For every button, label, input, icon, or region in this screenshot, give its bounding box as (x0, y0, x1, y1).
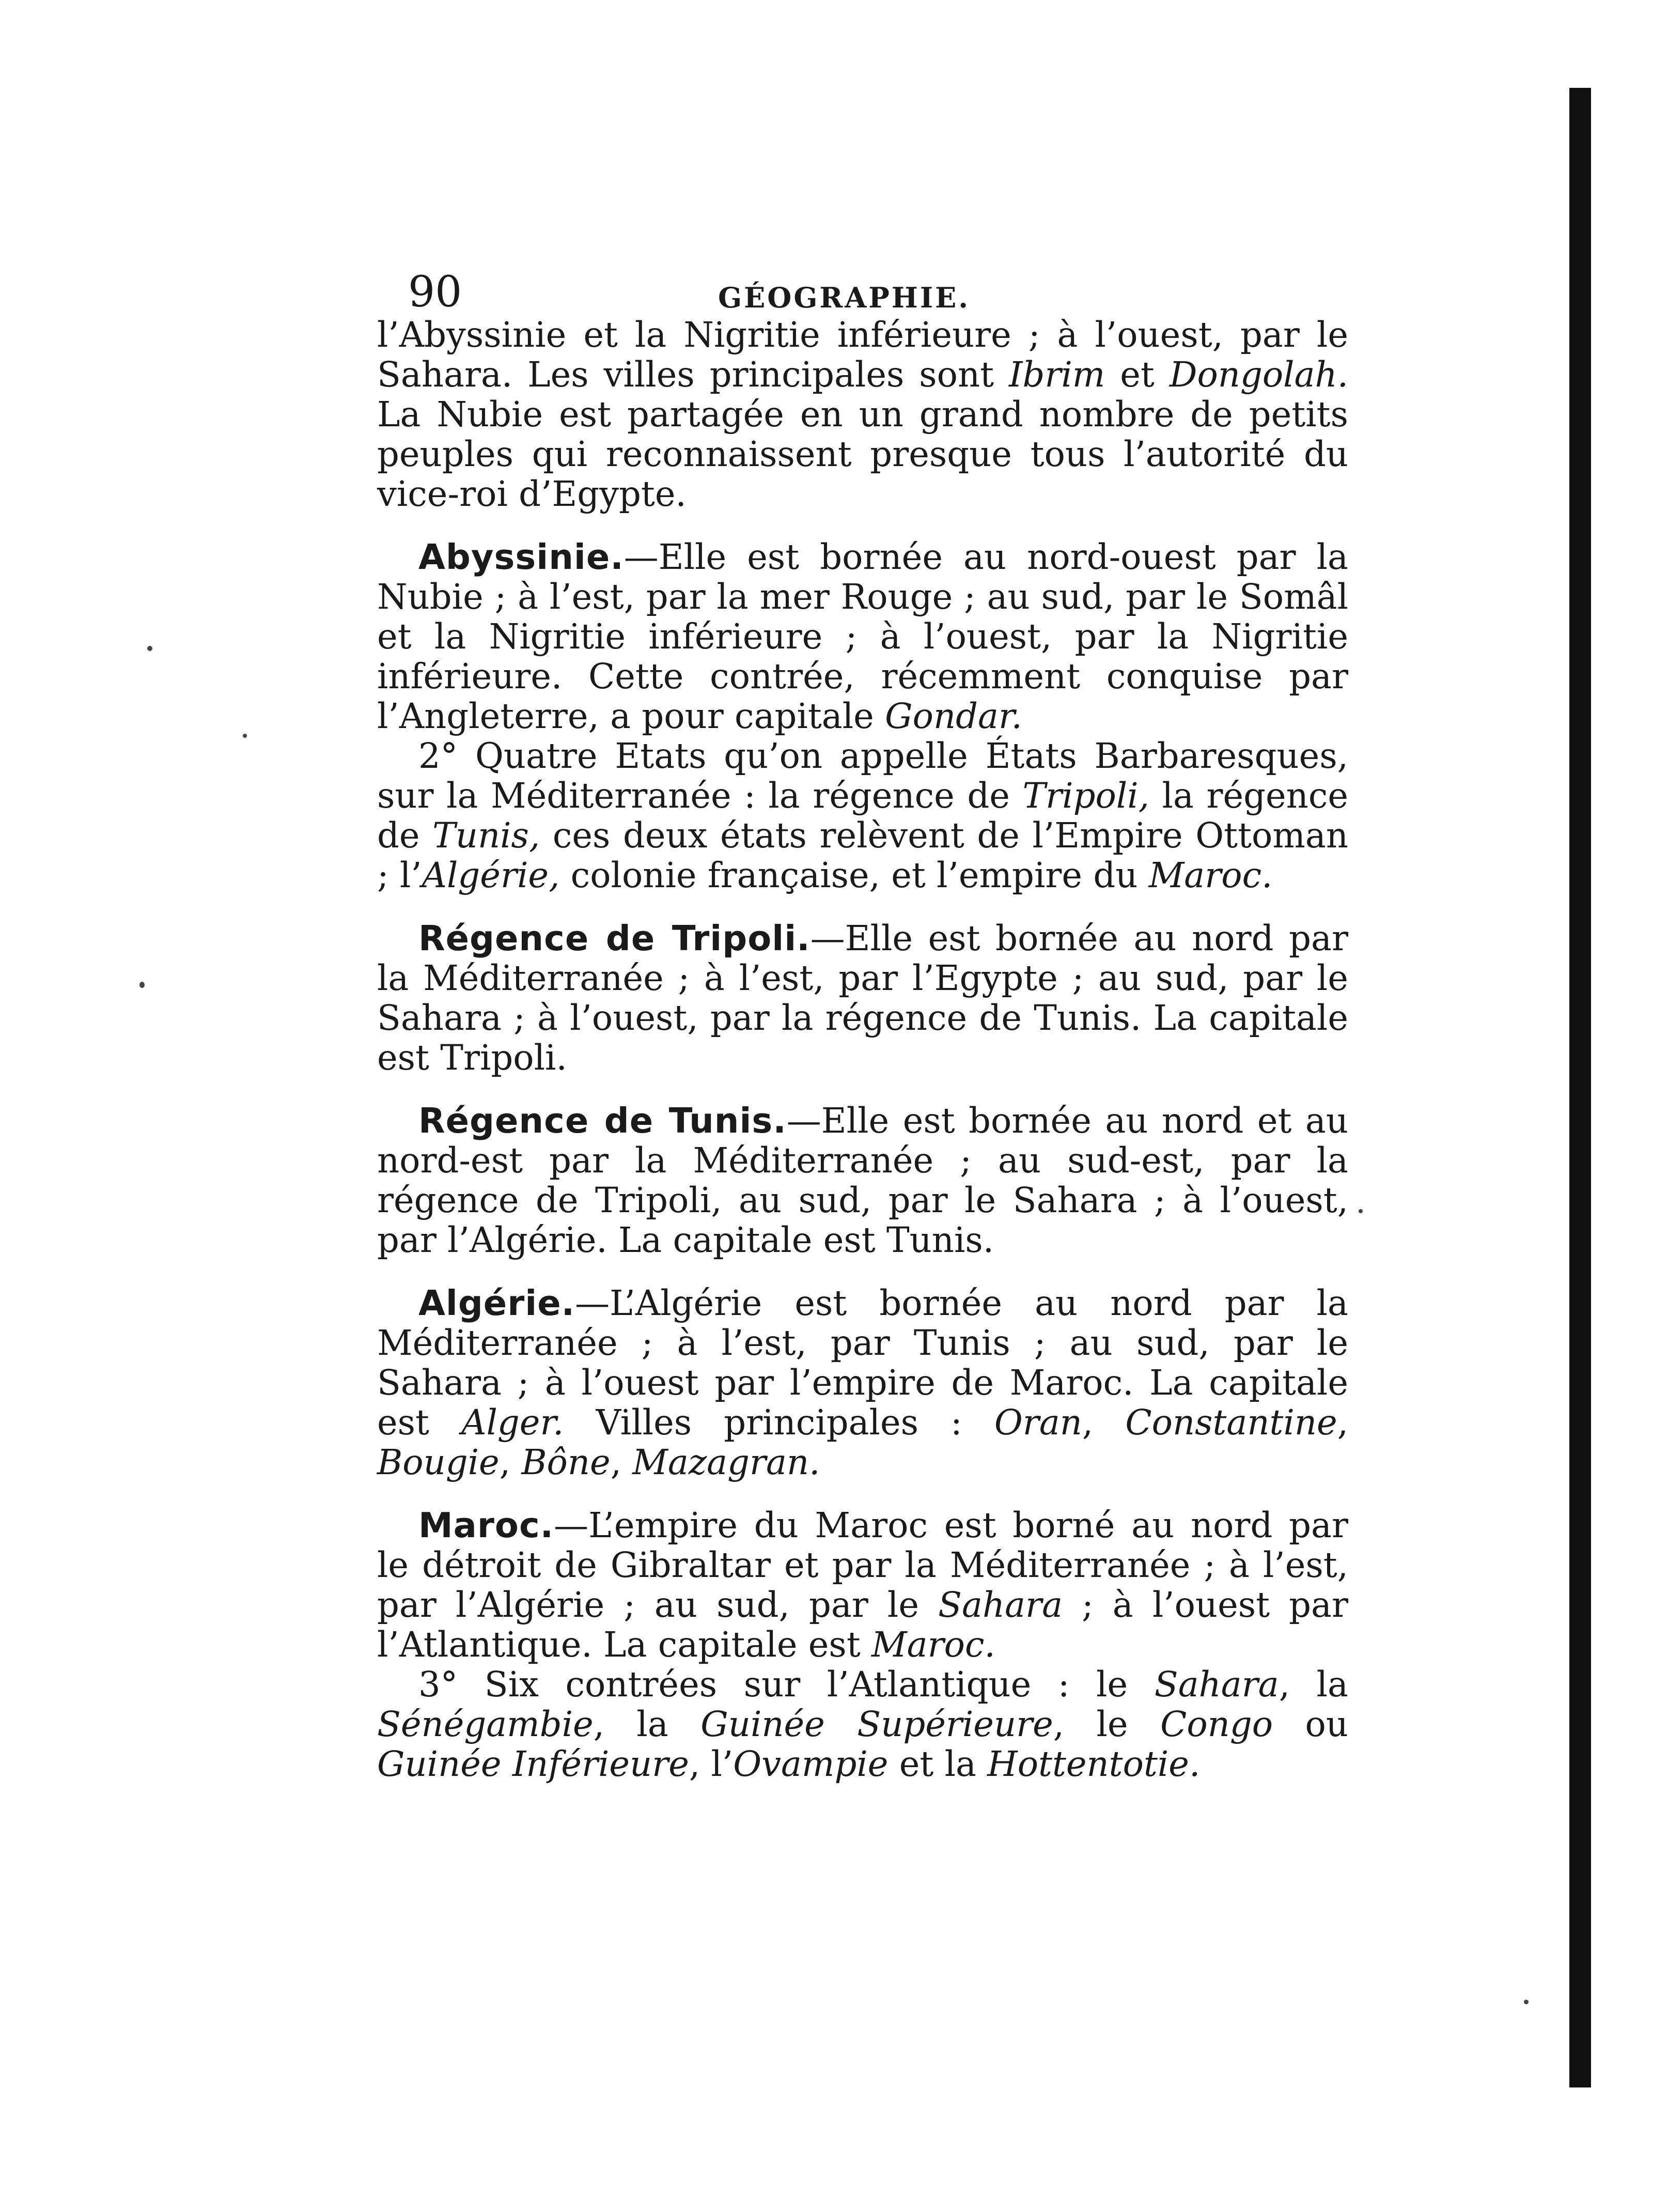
scan-speck (243, 734, 247, 738)
italic-place-name: Algérie, (422, 855, 560, 895)
text-run: —L’Algérie est bornée au nord par la Méditerranée ; à l’est, par Tunis ; au sud, par le Sahara ; à l’ouest par l’empire de Maroc. La capitale est (377, 1283, 1348, 1443)
italic-place-name: Congo (1160, 1704, 1273, 1744)
scan-edge-bar (1569, 88, 1591, 2087)
italic-place-name: Maroc. (1148, 855, 1273, 895)
paragraph-regence-tunis (377, 1101, 1348, 1260)
italic-place-name: Oran (994, 1402, 1082, 1443)
italic-place-name: Dongolah. (1169, 354, 1349, 395)
scan-speck (139, 982, 145, 988)
text-run: colonie française, et l’empire du (559, 855, 1149, 895)
italic-place-name: Bougie (377, 1442, 500, 1482)
italic-place-name: Hottentotie. (987, 1744, 1201, 1784)
italic-place-name: Maroc. (871, 1625, 995, 1665)
text-run: —Elle est bornée au nord par la Méditerranée ; à l’est, par l’Egypte ; au sud, par le Sahara ; à l’ouest, par la régence de Tunis. La capitale est Tripoli. (377, 918, 1348, 1078)
paragraph-abyssinie (377, 537, 1348, 736)
italic-place-name: Bône (521, 1442, 611, 1482)
section-heading: Régence de Tripoli. (418, 918, 810, 958)
text-run: , l’ (689, 1744, 734, 1784)
italic-place-name: Gondar. (885, 696, 1022, 736)
italic-place-name: Ibrim (1009, 354, 1105, 395)
text-run: et (1105, 354, 1170, 395)
italic-place-name: Constantine (1125, 1402, 1337, 1443)
scan-speck (1524, 2000, 1529, 2004)
section-heading: Régence de Tunis. (418, 1101, 787, 1141)
text-run: La Nubie est partagée en un grand nombre de petits peuples qui reconnaissent presque tous l’autorité du vice-roi d’Egypte. (377, 394, 1348, 514)
text-run: et la (888, 1744, 988, 1784)
running-head: GÉOGRAPHIE. (718, 281, 971, 314)
text-run: 2° Quatre Etats qu’on appelle États Barbaresques, sur la Méditerranée : la régence de (377, 736, 1348, 816)
paragraph-nubie-continued (377, 315, 1348, 514)
italic-place-name: Guinée Supérieure (700, 1704, 1053, 1744)
section-heading: Abyssinie. (418, 537, 624, 577)
paragraph-regence-tripoli (377, 919, 1348, 1078)
italic-place-name: Guinée Inférieure (377, 1744, 689, 1784)
text-run: ou (1273, 1704, 1348, 1744)
text-run: , la (1279, 1664, 1348, 1705)
italic-place-name: Sénégambie (377, 1704, 594, 1744)
page-header (377, 258, 1348, 315)
italic-place-name: Sahara (938, 1585, 1063, 1625)
text-run: —Elle est bornée au nord et au nord-est par la Méditerranée ; au sud-est, par la régence de Tripoli, au sud, par le Sahara ; à l’ouest, par l’Algérie. La capitale est Tunis. (377, 1101, 1348, 1260)
text-run: —L’empire du Maroc est borné au nord par le détroit de Gibraltar et par la Méditerranée ; à l’est, par l’Algérie ; au sud, par le (377, 1505, 1348, 1625)
text-run: , la (593, 1704, 701, 1744)
italic-place-name: Mazagran. (632, 1442, 820, 1482)
text-run: , le (1053, 1704, 1161, 1744)
text-run: —Elle est bornée au nord-ouest par la Nubie ; à l’est, par la mer Rouge ; au sud, par le Somâl et la Nigritie inférieure ; à l’ouest, par la Nigritie inférieure. Cette contrée, récemment conquise par l’Angleterre, a pour capitale (377, 537, 1348, 736)
section-heading: Algérie. (418, 1283, 575, 1323)
text-run: , (1337, 1402, 1348, 1443)
italic-place-name: Tripoli, (1022, 776, 1149, 816)
text-run: ; à l’ouest par l’Atlantique. La capitale est (377, 1585, 1348, 1665)
page-number: 90 (408, 268, 462, 317)
paragraph-contrees-atlantique (377, 1665, 1348, 1784)
section-heading: Maroc. (418, 1505, 554, 1545)
text-run: , (610, 1442, 633, 1482)
paragraph-etats-barbaresques (377, 736, 1348, 895)
text-run: 3° Six contrées sur l’Atlantique : le (418, 1664, 1155, 1705)
scan-speck (147, 646, 152, 651)
text-run: Villes principales : (564, 1402, 994, 1443)
scan-speck (1359, 1209, 1363, 1213)
text-run: , (499, 1442, 522, 1482)
italic-place-name: Alger. (461, 1402, 564, 1443)
italic-place-name: Ovampie (733, 1744, 888, 1784)
text-run: la régence de (377, 776, 1348, 856)
book-page (377, 258, 1348, 1784)
paragraph-algerie (377, 1283, 1348, 1482)
text-run: ces deux états relèvent de l’Empire Ottoman ; l’ (377, 815, 1348, 895)
italic-place-name: Tunis, (432, 815, 540, 856)
italic-place-name: Sahara (1154, 1664, 1279, 1705)
text-run: , (1082, 1402, 1126, 1443)
paragraph-maroc (377, 1506, 1348, 1665)
text-run: l’Abyssinie et la Nigritie inférieure ; à l’ouest, par le Sahara. Les villes principales sont (377, 315, 1348, 395)
